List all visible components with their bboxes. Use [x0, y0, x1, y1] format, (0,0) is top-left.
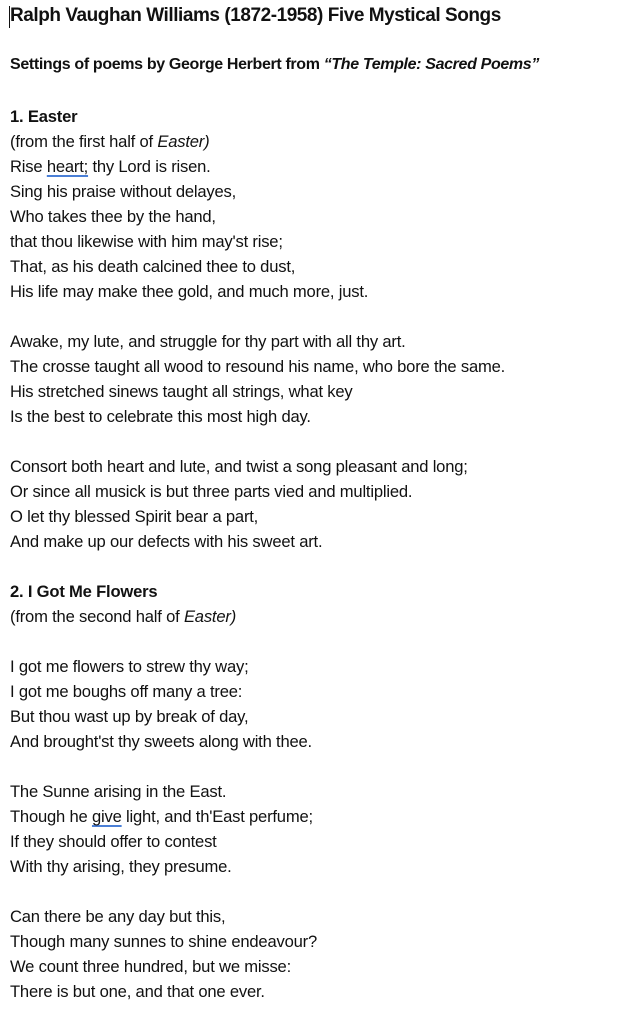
song1-line[interactable]: His stretched sinews taught all strings, what key — [10, 382, 353, 401]
song2-line[interactable]: The Sunne arising in the East. — [10, 782, 227, 801]
song1-line[interactable]: Sing his praise without delayes, — [10, 182, 237, 201]
song2-line[interactable]: Can there be any day but this, — [10, 907, 226, 926]
song1-source-prefix: (from the first half of — [10, 132, 158, 151]
song1-line[interactable]: Who takes thee by the hand, — [10, 207, 216, 226]
song2-line[interactable]: I got me flowers to strew thy way; — [10, 657, 249, 676]
song2-line-end: light, and th'East perfume; — [121, 807, 313, 826]
subtitle-prefix: Settings of poems by George Herbert from — [10, 56, 324, 73]
song2-line[interactable]: With thy arising, they presume. — [10, 857, 232, 876]
song2-line[interactable]: Though many sunnes to shine endeavour? — [10, 932, 317, 951]
song2-line-start: Though he — [10, 807, 92, 826]
song2-line[interactable]: If they should offer to contest — [10, 832, 217, 851]
song1-line[interactable]: Consort both heart and lute, and twist a song pleasant and long; — [10, 457, 468, 476]
song1-line[interactable]: O let thy blessed Spirit bear a part, — [10, 507, 259, 526]
song2-line[interactable] — [10, 805, 313, 829]
subtitle-book-title: “The Temple: Sacred Poems” — [323, 56, 539, 73]
song1-source[interactable] — [10, 130, 209, 154]
song1-line1-start: Rise — [10, 157, 47, 176]
song1-line[interactable]: Is the best to celebrate this most high day. — [10, 407, 311, 426]
song1-line[interactable]: The crosse taught all wood to resound his name, who bore the same. — [10, 357, 506, 376]
song2-source[interactable] — [10, 605, 236, 629]
song1-line[interactable]: And make up our defects with his sweet art. — [10, 532, 323, 551]
song1-line[interactable]: That, as his death calcined thee to dust, — [10, 257, 296, 276]
song1-heading[interactable]: 1. Easter — [10, 107, 78, 126]
song1-line[interactable]: Or since all musick is but three parts vied and multiplied. — [10, 482, 413, 501]
document-subtitle[interactable] — [10, 56, 539, 74]
song2-source-title: Easter) — [183, 607, 237, 626]
song1-line1-end: thy Lord is risen. — [88, 157, 211, 176]
spellcheck-marked-word[interactable]: heart; — [46, 157, 89, 176]
song1-line[interactable]: Awake, my lute, and struggle for thy part with all thy art. — [10, 332, 406, 351]
song2-source-prefix: (from the second half of — [10, 607, 184, 626]
song2-heading[interactable]: 2. I Got Me Flowers — [10, 582, 158, 601]
song2-line[interactable]: But thou wast up by break of day, — [10, 707, 249, 726]
song2-line[interactable]: I got me boughs off many a tree: — [10, 682, 243, 701]
document-title[interactable]: Ralph Vaughan Williams (1872-1958) Five Mystical Songs — [10, 5, 501, 26]
song1-line[interactable]: His life may make thee gold, and much more, just. — [10, 282, 369, 301]
spellcheck-marked-word[interactable]: give — [91, 807, 122, 826]
song1-line[interactable] — [10, 155, 211, 179]
song1-source-title: Easter) — [157, 132, 210, 151]
song2-line[interactable]: And brought'st thy sweets along with thee. — [10, 732, 312, 751]
song2-line[interactable]: We count three hundred, but we misse: — [10, 957, 291, 976]
song2-line[interactable]: There is but one, and that one ever. — [10, 982, 265, 1001]
song1-line[interactable]: that thou likewise with him may'st rise; — [10, 232, 283, 251]
